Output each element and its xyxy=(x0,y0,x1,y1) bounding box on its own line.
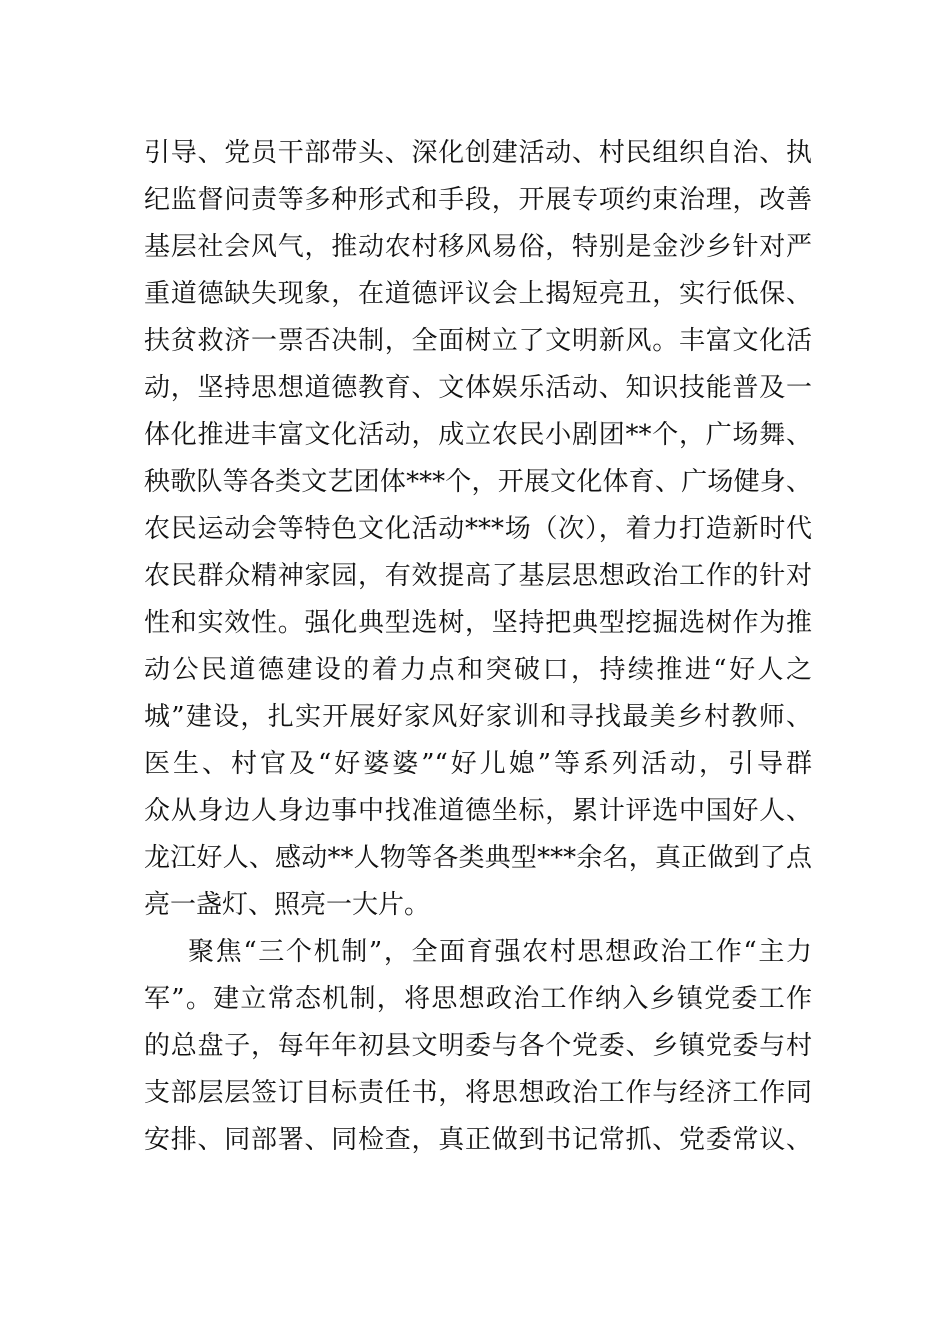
text-line: 亮一盏灯、照亮一大片。 xyxy=(144,890,431,920)
text-line: 农民运动会等特色文化活动***场（次），着力打造新时代 xyxy=(144,514,812,544)
text-line: 聚焦“三个机制”，全面育强农村思想政治工作“主力 xyxy=(188,937,812,967)
paragraph-1 xyxy=(144,130,812,929)
text-line: 扶贫救济一票否决制，全面树立了文明新风。丰富文化活 xyxy=(144,326,812,356)
text-line: 众从身边人身边事中找准道德坐标，累计评选中国好人、 xyxy=(144,796,812,826)
text-line: 动，坚持思想道德教育、文体娱乐活动、知识技能普及一 xyxy=(144,373,812,403)
text-line: 秧歌队等各类文艺团体***个，开展文化体育、广场健身、 xyxy=(144,467,812,497)
text-line: 医生、村官及“好婆婆”“好儿媳”等系列活动，引导群 xyxy=(144,749,812,779)
document-body xyxy=(144,130,812,1164)
text-line: 支部层层签订目标责任书，将思想政治工作与经济工作同 xyxy=(144,1078,812,1108)
paragraph-2 xyxy=(144,929,812,1164)
text-line: 的总盘子，每年年初县文明委与各个党委、乡镇党委与村 xyxy=(144,1031,812,1061)
text-line: 纪监督问责等多种形式和手段，开展专项约束治理，改善 xyxy=(144,185,812,215)
text-line: 基层社会风气，推动农村移风易俗，特别是金沙乡针对严 xyxy=(144,232,812,262)
text-line: 龙江好人、感动**人物等各类典型***余名，真正做到了点 xyxy=(144,843,812,873)
text-line: 性和实效性。强化典型选树，坚持把典型挖掘选树作为推 xyxy=(144,608,812,638)
text-line: 体化推进丰富文化活动，成立农民小剧团**个，广场舞、 xyxy=(144,420,812,450)
text-line: 农民群众精神家园，有效提高了基层思想政治工作的针对 xyxy=(144,561,812,591)
text-line: 城”建设，扎实开展好家风好家训和寻找最美乡村教师、 xyxy=(144,702,812,732)
text-line: 引导、党员干部带头、深化创建活动、村民组织自治、执 xyxy=(144,138,812,168)
text-line: 安排、同部署、同检查，真正做到书记常抓、党委常议、 xyxy=(144,1125,812,1155)
text-line: 军”。建立常态机制，将思想政治工作纳入乡镇党委工作 xyxy=(144,984,812,1014)
text-line: 动公民道德建设的着力点和突破口，持续推进“好人之 xyxy=(144,655,812,685)
text-line: 重道德缺失现象，在道德评议会上揭短亮丑，实行低保、 xyxy=(144,279,812,309)
